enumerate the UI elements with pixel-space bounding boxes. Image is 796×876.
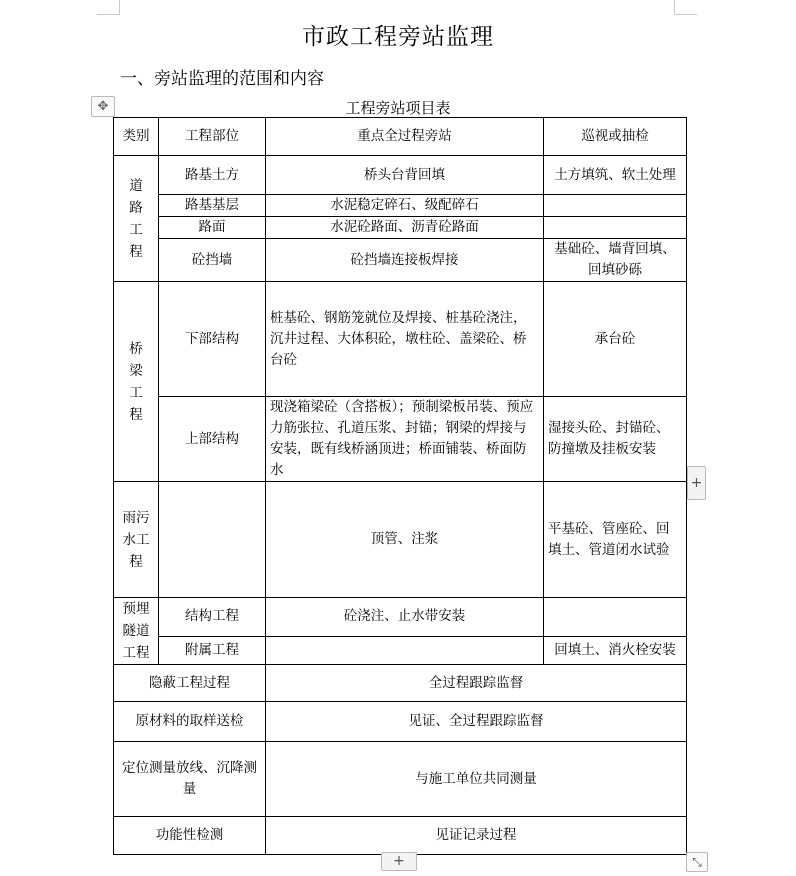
table-row — [114, 282, 687, 397]
inspection-cell: 土方填筑、软土处理 — [544, 156, 687, 195]
header-key-process: 重点全过程旁站 — [266, 118, 544, 156]
key-process-cell: 现浇箱梁砼（含搭板）；预制梁板吊装、预应力筋张拉、孔道压浆、封锚；钢梁的焊接与安装，既有线桥涵顶进；桥面铺装、桥面防水 — [266, 397, 544, 482]
inspection-cell — [544, 598, 687, 637]
inspection-cell: 湿接头砼、封锚砼、防撞墩及挂板安装 — [544, 397, 687, 482]
requirement-cell: 与施工单位共同测量 — [266, 742, 687, 817]
move-arrows-icon[interactable]: ✥ — [91, 96, 115, 117]
table-row — [114, 702, 687, 742]
inspection-cell: 回填土、消火栓安装 — [544, 636, 687, 664]
header-inspection: 巡视或抽检 — [544, 118, 687, 156]
part-cell: 路面 — [159, 217, 266, 239]
table-row — [114, 195, 687, 217]
item-cell: 隐蔽工程过程 — [114, 665, 266, 702]
part-cell: 结构工程 — [159, 598, 266, 637]
inspection-cell — [544, 217, 687, 239]
part-cell: 路基土方 — [159, 156, 266, 195]
category-label: 桥梁工程 — [129, 340, 143, 423]
resize-diagonal-icon[interactable]: ⤡ — [686, 852, 708, 872]
key-process-cell: 砼浇注、止水带安装 — [266, 598, 544, 637]
part-cell: 上部结构 — [159, 397, 266, 482]
key-process-cell: 砼挡墙连接板焊接 — [266, 239, 544, 282]
table-row — [114, 742, 687, 817]
document-title: 市政工程旁站监理 — [302, 24, 494, 50]
table-row — [114, 817, 687, 855]
category-sewer — [114, 482, 159, 598]
header-category: 类别 — [114, 118, 159, 156]
page-corner-mark-right — [674, 0, 697, 15]
part-cell — [159, 482, 266, 598]
page-corner-mark-left — [97, 0, 120, 15]
requirement-cell: 全过程跟踪监督 — [266, 665, 687, 702]
inspection-cell: 平基砼、管座砼、回填土、管道闭水试验 — [544, 482, 687, 598]
key-process-cell: 桩基砼、钢筋笼就位及焊接、桩基砼浇注，沉井过程、大体积砼，墩柱砼、盖梁砼、桥台砼 — [266, 282, 544, 397]
key-process-cell: 水泥砼路面、沥青砼路面 — [266, 217, 544, 239]
part-cell: 砼挡墙 — [159, 239, 266, 282]
add-row-plus-icon[interactable]: + — [381, 852, 417, 871]
category-road — [114, 156, 159, 282]
section-heading: 一、旁站监理的范围和内容 — [120, 69, 324, 89]
part-cell: 下部结构 — [159, 282, 266, 397]
table-row — [114, 156, 687, 195]
table-header-row — [114, 118, 687, 156]
header-part: 工程部位 — [159, 118, 266, 156]
inspection-cell: 基础砼、墙背回填、回填砂砾 — [544, 239, 687, 282]
category-label: 道路工程 — [129, 177, 143, 260]
add-column-plus-icon[interactable]: + — [687, 466, 706, 500]
key-process-cell: 水泥稳定碎石、级配碎石 — [266, 195, 544, 217]
item-cell: 功能性检测 — [114, 817, 266, 855]
part-cell: 路基基层 — [159, 195, 266, 217]
table-row — [114, 217, 687, 239]
key-process-cell — [266, 636, 544, 664]
table-caption: 工程旁站项目表 — [345, 99, 451, 117]
category-label: 雨污水工程 — [122, 509, 150, 570]
table-row — [114, 665, 687, 702]
item-cell: 原材料的取样送检 — [114, 702, 266, 742]
table-row — [114, 397, 687, 482]
table-row — [114, 598, 687, 637]
category-bridge — [114, 282, 159, 482]
project-table — [113, 117, 687, 855]
table-row — [114, 636, 687, 664]
part-cell: 附属工程 — [159, 636, 266, 664]
key-process-cell: 顶管、注浆 — [266, 482, 544, 598]
item-cell: 定位测量放线、沉降测量 — [114, 742, 266, 817]
table-row — [114, 239, 687, 282]
requirement-cell: 见证、全过程跟踪监督 — [266, 702, 687, 742]
inspection-cell: 承台砼 — [544, 282, 687, 397]
table-row — [114, 482, 687, 598]
key-process-cell: 桥头台背回填 — [266, 156, 544, 195]
category-tunnel — [114, 598, 159, 665]
category-label: 预埋隧道工程 — [122, 601, 150, 661]
inspection-cell — [544, 195, 687, 217]
requirement-cell: 见证记录过程 — [266, 817, 687, 855]
